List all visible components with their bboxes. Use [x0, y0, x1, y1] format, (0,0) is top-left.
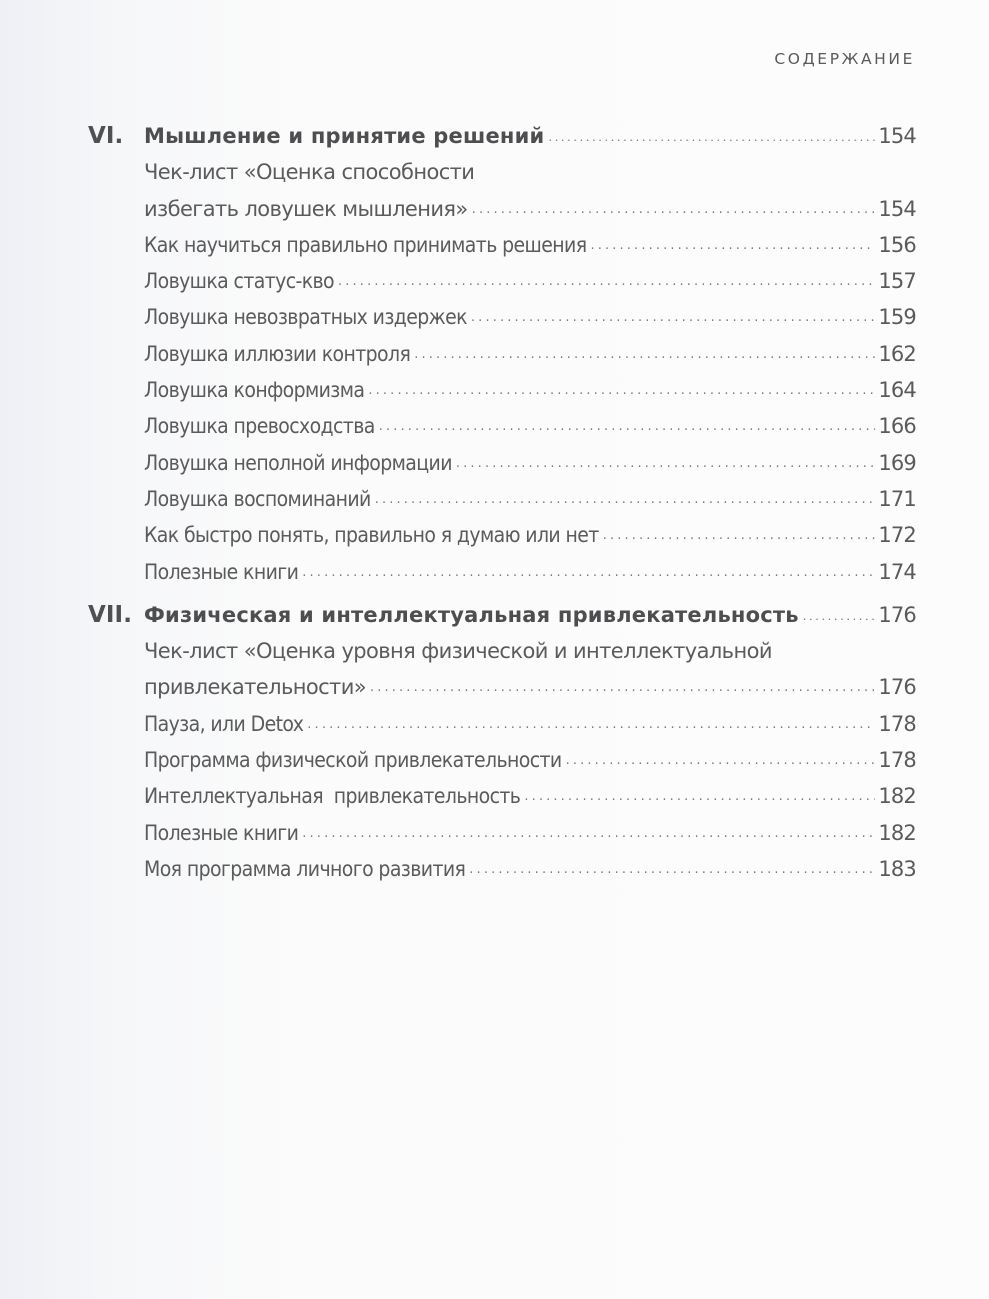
page-number: 183: [878, 856, 916, 881]
entry-title: Программа физической привлекательности: [144, 748, 562, 773]
dot-leader: [302, 819, 875, 840]
toc-entry[interactable]: [88, 851, 916, 887]
page-number: 171: [878, 486, 916, 511]
page-number: 178: [878, 748, 916, 773]
dot-leader: [590, 231, 875, 252]
toc-entry[interactable]: [88, 815, 916, 851]
entry-title: Пауза, или Detox: [144, 711, 304, 736]
page-number: 178: [878, 711, 916, 736]
toc-chapter-heading[interactable]: [88, 597, 916, 633]
page-number: 156: [878, 232, 916, 257]
entry-title: Ловушка статус-кво: [144, 269, 335, 294]
toc-entry[interactable]: [88, 554, 916, 590]
toc-entry[interactable]: [88, 372, 916, 408]
page-number: 172: [878, 523, 916, 548]
page-number: 182: [878, 820, 916, 845]
page-number: 159: [878, 305, 916, 330]
dot-leader: [469, 855, 875, 876]
page-number: 176: [878, 602, 916, 627]
toc-entry[interactable]: [88, 445, 916, 481]
page-number: 182: [878, 784, 916, 809]
entry-title: Интеллектуальная привлекательность: [144, 784, 521, 809]
entry-title: Как научиться правильно принимать решения: [144, 232, 587, 257]
page-number: 162: [878, 341, 916, 366]
dot-leader: [803, 599, 876, 622]
entry-title: Ловушка иллюзии контроля: [144, 341, 411, 366]
page-number: 169: [878, 450, 916, 475]
entry-title: Как быстро понять, правильно я думаю или нет: [144, 523, 599, 548]
toc-chapter-heading[interactable]: [88, 118, 916, 154]
dot-leader: [603, 521, 876, 542]
entry-title: Ловушка невозвратных издержек: [144, 305, 467, 330]
dot-leader: [414, 340, 875, 361]
page-number: 154: [878, 124, 916, 148]
entry-title-line1: Чек-лист «Оценка способности: [144, 160, 475, 185]
page-number: 166: [878, 414, 916, 439]
entry-title: Моя программа личного развития: [144, 856, 466, 881]
page-number: 157: [878, 269, 916, 294]
dot-leader: [471, 303, 875, 324]
dot-leader: [375, 485, 876, 506]
toc-entry[interactable]: [88, 517, 916, 553]
dot-leader: [338, 267, 875, 288]
page-number: 154: [878, 196, 916, 221]
dot-leader: [370, 673, 875, 694]
dot-leader: [456, 449, 875, 470]
entry-title-line1: Чек-лист «Оценка уровня физической и интеллектуальной: [144, 639, 772, 664]
chapter-number: VII.: [88, 601, 133, 628]
toc-entry[interactable]: [88, 778, 916, 814]
toc-entry[interactable]: [88, 299, 916, 335]
toc-entry[interactable]: [88, 408, 916, 444]
dot-leader: [548, 120, 875, 143]
dot-leader: [566, 746, 876, 767]
dot-leader: [472, 195, 876, 216]
entry-title: избегать ловушек мышления»: [144, 196, 468, 221]
chapter-title: Физическая и интеллектуальная привлекательность: [144, 602, 799, 627]
toc-entry[interactable]: [88, 481, 916, 517]
table-of-contents: [88, 118, 916, 894]
entry-title: Ловушка неполной информации: [144, 450, 452, 475]
toc-entry[interactable]: [88, 263, 916, 299]
toc-entry[interactable]: [88, 154, 916, 227]
entry-title: Полезные книги: [144, 559, 299, 584]
entry-title: привлекательности»: [144, 675, 366, 700]
toc-entry[interactable]: [88, 706, 916, 742]
chapter-6: [88, 118, 916, 590]
toc-entry[interactable]: [88, 227, 916, 263]
toc-entry[interactable]: [88, 742, 916, 778]
chapter-title: Мышление и принятие решений: [144, 124, 545, 148]
entry-title: Полезные книги: [144, 820, 299, 845]
entry-title: Ловушка превосходства: [144, 414, 375, 439]
running-head: СОДЕРЖАНИЕ: [774, 50, 915, 68]
dot-leader: [524, 782, 875, 803]
toc-entry[interactable]: [88, 336, 916, 372]
dot-leader: [307, 710, 875, 731]
dot-leader: [379, 412, 876, 433]
page-number: 174: [878, 559, 916, 584]
dot-leader: [302, 558, 875, 579]
page-number: 176: [878, 675, 916, 700]
dot-leader: [368, 376, 875, 397]
chapter-7: [88, 597, 916, 887]
entry-title: Ловушка воспоминаний: [144, 486, 371, 511]
entry-title: Ловушка конформизма: [144, 378, 365, 403]
page-number: 164: [878, 378, 916, 403]
chapter-number: VI.: [88, 123, 124, 149]
toc-entry[interactable]: [88, 633, 916, 706]
